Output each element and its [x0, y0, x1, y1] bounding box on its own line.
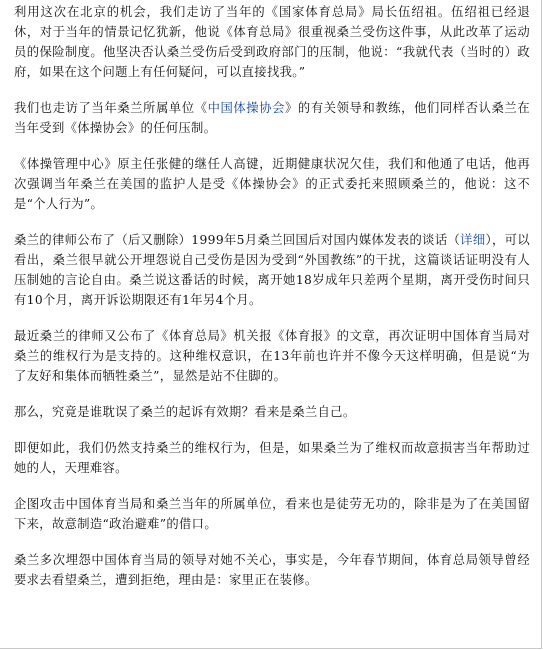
paragraph-2	[14, 98, 530, 138]
china-gymnastics-association-link[interactable]: 中国体操协会	[207, 101, 286, 115]
paragraph-6: 那么，究竟是谁耽误了桑兰的起诉有效期？看来是桑兰自己。	[14, 405, 356, 419]
paragraph-4	[14, 230, 530, 310]
paragraph-9: 桑兰多次埋怨中国体育当局的领导对她不关心，事实是，今年春节期间，体育总局领导曾经要求去看望桑兰，遭到拒绝，理由是：家里正在装修。	[14, 553, 530, 587]
paragraph-8: 企图攻击中国体育当局和桑兰当年的所属单位，看来也是徒劳无功的，除非是为了在美国留下来，故意制造“政治避难”的借口。	[14, 497, 530, 531]
paragraph-7: 即便如此，我们仍然支持桑兰的维权行为，但是，如果桑兰为了维权而故意损害当年帮助过她的人，天理难容。	[14, 441, 530, 475]
paragraph-4-text-after: ），可以看出，桑兰很早就公开埋怨说自己受伤是因为受到“外国教练”的干扰，这篇谈话证明没有人压制她的言论自由。桑兰说这番话的时候，离开她18岁成年只差两个星期，离开受伤时间只有10个月，离开诉讼期限还有1年另4个月。	[14, 233, 530, 307]
paragraph-3: 《体操管理中心》原主任张健的继任人高键，近期健康状况欠佳，我们和他通了电话，他再次强调当年桑兰在美国的监护人是受《体操协会》的正式委托来照顾桑兰的，他说：这不是“个人行为”。	[14, 157, 530, 211]
paragraph-2-text-before: 我们也走访了当年桑兰所属单位《	[14, 101, 208, 115]
paragraph-4-text-before: 桑兰的律师公布了（后又删除）1999年5月桑兰回国后对国内媒体发表的谈话（	[14, 233, 461, 247]
paragraph-1: 利用这次在北京的机会，我们走访了当年的《国家体育总局》局长伍绍祖。伍绍祖已经退休，对于当年的情景记忆犹新，他说《体育总局》很重视桑兰受伤这件事，从此改革了运动员的保险制度。他坚决否认桑兰受伤后受到政府部门的压制，他说：“我就代表（当时的）政府，如果在这个问题上有任何疑问，可以直接找我。”	[14, 5, 530, 79]
article-body	[14, 2, 530, 606]
paragraph-5: 最近桑兰的律师又公布了《体育总局》机关报《体育报》的文章，再次证明中国体育当局对桑兰的维权行为是支持的。这种维权意识，在13年前也许并不像今天这样明确，但是说“为了友好和集体而牺牲桑兰”，显然是站不住脚的。	[14, 329, 530, 383]
details-link[interactable]: 详细	[460, 233, 486, 247]
paragraph-2-text-after: 》的有关领导和教练，他们同样否认桑兰在当年受到《体操协会》的任何压制。	[14, 101, 530, 135]
